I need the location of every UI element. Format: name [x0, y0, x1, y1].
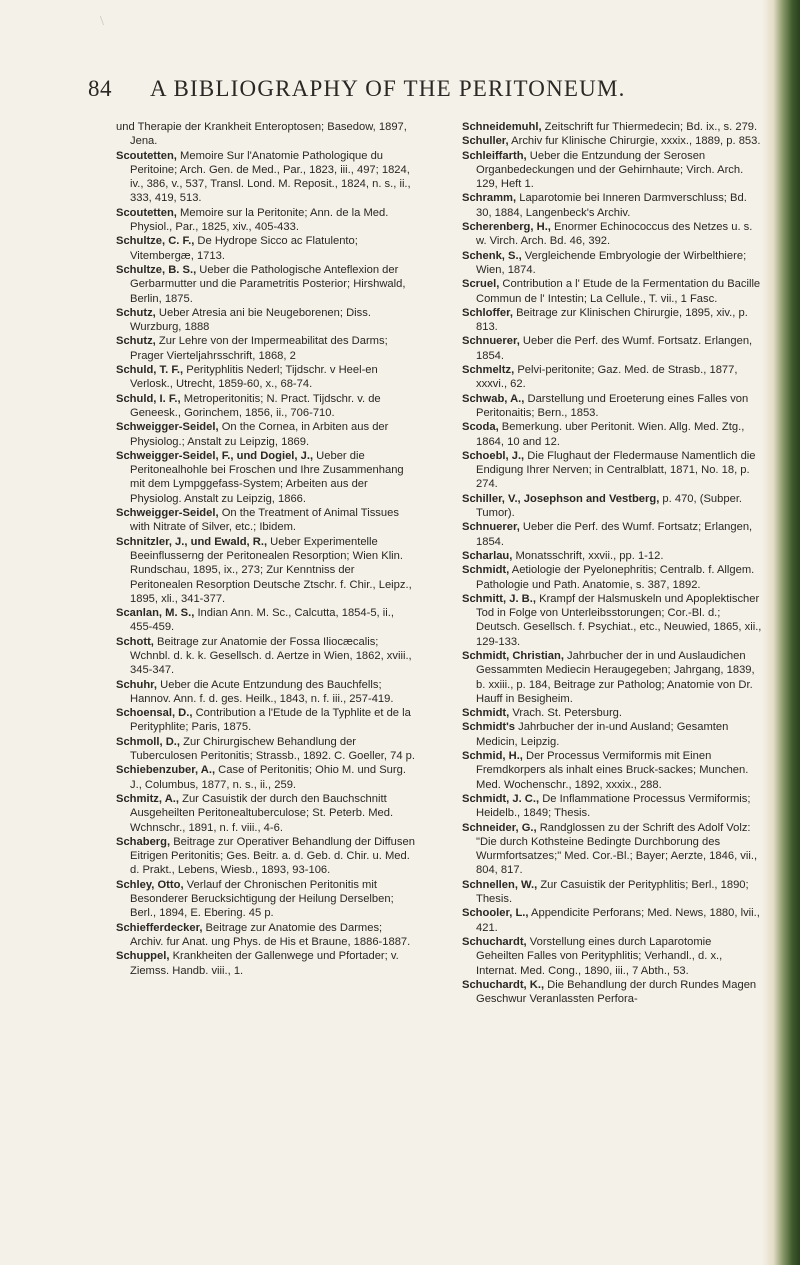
bibliography-entry: [116, 149, 416, 206]
entry-citation: Indian Ann. M. Sc., Calcutta, 1854-5, ii., 455-459.: [130, 607, 394, 634]
entry-citation: Verlauf der Chronischen Peritonitis mit Besonderer Berucksichtigung der Heilung Derselben; Berl., 1894, E. Ebering. 45 p.: [130, 878, 394, 920]
entry-author: Schmitz, A.,: [116, 792, 179, 805]
entry-author: Schweigger-Seidel,: [116, 421, 219, 434]
bibliography-entry: [116, 763, 416, 792]
bibliography-entry: [462, 649, 762, 706]
entry-citation: Vrach. St. Petersburg.: [509, 707, 623, 720]
entry-citation: Ueber die Acute Entzundung des Bauchfells; Hannov. Ann. f. d. ges. Heilk., 1843, n. f. iii., 257-419.: [130, 678, 394, 705]
bibliography-entry: [462, 549, 762, 563]
bibliography-entry: [462, 906, 762, 935]
entry-citation: Vergleichende Embryologie der Wirbelthiere; Wien, 1874.: [476, 249, 747, 276]
entry-citation: De Inflammatione Processus Vermiformis; Heidelb., 1849; Thesis.: [476, 792, 751, 820]
bibliography-entry: [462, 334, 762, 363]
pencil-mark: \: [100, 14, 104, 29]
entry-author: Schuchardt, K.,: [462, 978, 545, 991]
bibliography-entry: [462, 492, 762, 521]
entry-author: Scruel,: [462, 278, 500, 291]
entry-citation: De Hydrope Sicco ac Flatulento; Vitembergæ, 1713.: [130, 235, 358, 262]
entry-author: Schiller, V., Josephson and Vestberg,: [462, 492, 660, 505]
entry-author: Schnuerer,: [462, 335, 520, 348]
bibliography-entry: [462, 220, 762, 249]
bibliography-entry: [462, 449, 762, 492]
entry-citation: Die Flughaut der Fledermause Namentlich die Endigung Ihrer Nerven; in Centralblatt, 1871, No. 18, p. 274.: [476, 449, 756, 491]
bibliography-entry: [116, 334, 416, 363]
entry-author: Schnitzler, J., und Ewald, R.,: [116, 535, 268, 548]
entry-author: Schenk, S.,: [462, 249, 522, 262]
bibliography-entry: [462, 249, 762, 278]
entry-author: Schoensal, D.,: [116, 707, 193, 720]
bibliography-entry: [116, 835, 416, 878]
entry-citation: Zur Lehre von der Impermeabilitat des Darms; Prager Vierteljahrsschrift, 1868, 2: [130, 335, 388, 362]
entry-citation: Zur Casuistik der Perityphlitis; Berl., 1890; Thesis.: [476, 878, 749, 906]
entry-citation: Ueber die Perf. des Wumf. Fortsatz; Erlangen, 1854.: [476, 521, 753, 548]
entry-citation: Zur Chirurgischew Behandlung der Tuberculosen Peritonitis; Strassb., 1892. C. Goeller, 74 p.: [130, 735, 416, 763]
entry-citation: Ueber die Peritonealhohle bei Froschen und Ihre Zusammenhang mit dem Lympggefass-System; Arbeiten aus der Physiolog. Anstalt zu Leipzig, 1866.: [130, 449, 404, 505]
running-head: [88, 76, 738, 108]
entry-citation: Jahrbucher der in-und Ausland; Gesamten Medicin, Leipzig.: [476, 721, 729, 748]
entry-author: Schleiffarth,: [462, 149, 527, 162]
entry-author: Schmidt, Christian,: [462, 649, 564, 662]
bibliography-entry: [116, 506, 416, 535]
bibliography-entry: [462, 363, 762, 392]
bibliography-entry: [462, 821, 762, 878]
entry-author: Schuppel,: [116, 950, 170, 963]
entry-author: Schaberg,: [116, 835, 171, 848]
entry-citation: Case of Peritonitis; Ohio M. und Surg. J., Columbus, 1877, n. s., ii., 259.: [130, 764, 406, 791]
bibliography-entry: [462, 277, 762, 306]
entry-citation: Archiv fur Klinische Chirurgie, xxxix., 1889, p. 853.: [508, 135, 761, 148]
entry-author: Schott,: [116, 635, 154, 648]
entry-author: Schuhr,: [116, 678, 158, 691]
entry-citation: Beitrage zur Operativer Behandlung der Diffusen Eitrigen Peritonitis; Ges. Beitr. a. d. Geb. d. Chir. u. Med. d. Prakt., Lebens, Wiesb., 1893, 93-106.: [130, 835, 415, 877]
entry-author: Scharlau,: [462, 549, 513, 562]
entry-citation: Vorstellung eines durch Laparotomie Geheilten Falles von Perityphlitis; Verhandl., d. x., Internat. Med. Cong., 1890, iii., 7 Abth., 53.: [476, 935, 723, 977]
entry-author: Schoebl, J.,: [462, 449, 525, 462]
entry-citation: Appendicite Perforans; Med. News, 1880, lvii., 421.: [476, 907, 760, 934]
entry-author: Schiebenzuber, A.,: [116, 764, 216, 777]
page-title: A BIBLIOGRAPHY OF THE PERITONEUM.: [150, 76, 626, 101]
entry-author: Schweigger-Seidel, F., und Dogiel, J.,: [116, 449, 314, 462]
bibliography-entry: [462, 149, 762, 192]
entry-citation: Enormer Echinococcus des Netzes u. s. w. Virch. Arch. Bd. 46, 392.: [476, 221, 753, 248]
bibliography-entry: [462, 978, 762, 1007]
bibliography-entry: [116, 363, 416, 392]
bibliography-entry: [116, 735, 416, 764]
bibliography-entry: [462, 392, 762, 421]
entry-citation: Ueber Atresia ani bie Neugeborenen; Diss. Wurzburg, 1888: [130, 306, 371, 334]
entry-author: Schneidemuhl,: [462, 121, 542, 133]
left-column: [116, 120, 416, 978]
entry-author: Schmidt,: [462, 707, 510, 720]
bibliography-entry: [116, 535, 416, 606]
entry-author: Schmidt,: [462, 564, 510, 577]
bibliography-entry: [116, 706, 416, 735]
bibliography-entry: [116, 878, 416, 921]
entry-citation: Beitrage zur Klinischen Chirurgie, 1895, xiv., p. 813.: [476, 306, 748, 334]
bibliography-entry: [462, 706, 762, 720]
entry-author: Schweigger-Seidel,: [116, 507, 219, 520]
bibliography-entry: [116, 449, 416, 506]
entry-citation: Pelvi-peritonite; Gaz. Med. de Strasb., 1877, xxxvi., 62.: [476, 364, 738, 391]
entry-citation: Bemerkung. uber Peritonit. Wien. Allg. Med. Ztg., 1864, 10 and 12.: [476, 421, 745, 448]
right-column: [462, 120, 762, 1006]
entry-citation: Randglossen zu der Schrift des Adolf Volz: "Die durch Kothsteine Bedingte Durchborung des Wurmfortsatzes;" Med. Cor.-Bl.; Bayer; Aerzte, 1846, vii., 804, 817.: [476, 821, 758, 877]
bibliography-entry: [462, 120, 762, 134]
bibliography-entry: [116, 792, 416, 835]
entry-citation: Beitrage zur Anatomie der Fossa Iliocæcalis; Wchnbl. d. k. k. Gesellsch. d. Aertze in Wien, 1862, xviii., 345-347.: [130, 635, 412, 677]
entry-author: Schneider, G.,: [462, 821, 537, 834]
entry-author: Schmid, H.,: [462, 750, 523, 763]
bibliography-entry: [462, 191, 762, 220]
entry-citation: p. 470, (Subper. Tumor).: [476, 492, 743, 520]
bibliography-entry: [116, 606, 416, 635]
bibliography-entry: [462, 878, 762, 907]
bibliography-entry: [116, 949, 416, 978]
bibliography-entry: [462, 134, 762, 148]
bibliography-entry: [116, 420, 416, 449]
bibliography-entry: [116, 635, 416, 678]
entry-citation: Monatsschrift, xxvii., pp. 1-12.: [512, 549, 664, 562]
entry-author: Scoda,: [462, 421, 499, 434]
entry-author: Schmoll, D.,: [116, 735, 181, 748]
bibliography-entry: [462, 792, 762, 821]
entry-citation: Krampf der Halsmuskeln und Apoplektischer Tod in Folge von Unterleibsstorungen; Cor.-Bl. d.; Deutsch. Gesellsch. f. Psychiat., etc., Neuwied, 1865, xii., 129-133.: [476, 592, 762, 648]
entry-citation: Ueber die Perf. des Wumf. Fortsatz. Erlangen, 1854.: [476, 335, 753, 362]
bibliography-entry: [462, 306, 762, 335]
entry-author: Schuchardt,: [462, 935, 527, 948]
entry-author: Schiefferdecker,: [116, 921, 203, 934]
bibliography-entry: [116, 392, 416, 421]
entry-citation: Beitrage zur Anatomie des Darmes; Archiv. fur Anat. ung Phys. de His et Braune, 1886-1887.: [130, 921, 411, 948]
entry-citation: Zur Casuistik der durch den Bauchschnitt Ausgeheilten Peritonealtuberculose; St. Peterb. Med. Wchnschr., 1891, n. f. viii., 4-6.: [130, 792, 394, 834]
entry-citation: On the Treatment of Animal Tissues with Nitrate of Silver, etc.; Ibidem.: [130, 507, 399, 534]
entry-author: Schutz,: [116, 306, 156, 319]
entry-citation: Ueber die Entzundung der Serosen Organbedeckungen und der Gehirnhaute; Virch. Arch. 129, Heft 1.: [476, 149, 744, 191]
bibliography-entry: [462, 592, 762, 649]
entry-author: Schramm,: [462, 192, 517, 205]
bibliography-entry: [116, 306, 416, 335]
bibliography-entry: [462, 520, 762, 549]
entry-author: Schmeltz,: [462, 364, 515, 377]
entry-author: Schuller,: [462, 135, 509, 148]
bibliography-entry: [116, 234, 416, 263]
bibliography-entry: [116, 120, 416, 149]
entry-citation: Memoire sur la Peritonite; Ann. de la Med. Physiol., Par., 1825, xiv., 405-433.: [130, 206, 389, 234]
entry-citation: Jahrbucher der in und Auslaudichen Gessammten Mediecin Heraugegeben; Jahrgang, 1839, b. xxiii., p. 184, Beitrage zur Patholog; Anatomie von Dr. Hauff in Besigheim.: [476, 649, 755, 705]
bibliography-entry: [462, 935, 762, 978]
entry-author: Schwab, A.,: [462, 392, 525, 405]
entry-citation: Die Behandlung der durch Rundes Magen Geschwur Veranlassten Perfora-: [476, 978, 757, 1006]
entry-author: Schnellen, W.,: [462, 878, 538, 891]
entry-citation: Perityphlitis Nederl; Tijdschr. v Heel-en Verlosk., Utrecht, 1859-60, x., 68-74.: [130, 364, 378, 391]
bibliography-entry: [462, 749, 762, 792]
entry-citation: Contribution a l' Etude de la Fermentation du Bacille Commun de l' Intestin; La Cellule., T. vii., 1 Fasc.: [476, 278, 761, 305]
entry-author: Schooler, L.,: [462, 907, 529, 920]
entry-citation: und Therapie der Krankheit Enteroptosen; Basedow, 1897, Jena.: [116, 121, 407, 148]
entry-author: Schloffer,: [462, 306, 513, 319]
entry-author: Schmidt's: [462, 721, 516, 734]
bibliography-entry: [462, 563, 762, 592]
entry-citation: Contribution a l'Etude de la Typhlite et de la Perityphlite; Paris, 1875.: [130, 707, 411, 734]
entry-citation: Krankheiten der Gallenwege und Pfortader; v. Ziemss. Handb. viii., 1.: [130, 950, 399, 977]
bibliography-entry: [462, 720, 762, 749]
bibliography-entry: [116, 921, 416, 950]
entry-author: Scoutetten,: [116, 206, 177, 219]
entry-citation: Ueber Experimentelle Beeinflusserng der Peritonealen Resorption; Wien Klin. Rundschau, 1895, ix., 273; Zur Kenntniss der Peritonealen Resorption Deutsche Ztschr. f. Chir., Leipz., 1895, xli., 341-377.: [130, 535, 412, 605]
entry-citation: Metroperitonitis; N. Pract. Tijdschr. v. de Geneesk., Gorinchem, 1856, ii., 706-710.: [130, 392, 381, 419]
entry-citation: Der Processus Vermiformis mit Einen Fremdkorpers als inhalt eines Bruck-sackes; Munchen. Med. Wochenschr., 1892, xxxix., 288.: [476, 750, 749, 791]
page-edge-shadow: [762, 0, 800, 1265]
entry-author: Schultze, C. F.,: [116, 235, 195, 248]
page-number: 84: [88, 76, 112, 101]
entry-author: Schmidt, J. C.,: [462, 792, 540, 805]
entry-author: Schnuerer,: [462, 521, 520, 534]
entry-author: Scoutetten,: [116, 149, 177, 162]
bibliography-entry: [116, 678, 416, 707]
entry-author: Schutz,: [116, 335, 156, 348]
bibliography-entry: [462, 420, 762, 449]
entry-citation: Darstellung und Eroeterung eines Falles von Peritonaitis; Bern., 1853.: [476, 392, 749, 419]
entry-citation: Ueber die Pathologische Anteflexion der Gerbarmutter und die Parametritis Posterior; Hirshwald, Berlin, 1875.: [130, 263, 406, 305]
entry-author: Scanlan, M. S.,: [116, 607, 195, 620]
entry-citation: Zeitschrift fur Thiermedecin; Bd. ix., s. 279.: [541, 121, 758, 133]
entry-author: Schley, Otto,: [116, 878, 184, 891]
bibliography-entry: [116, 263, 416, 306]
bibliography-entry: [116, 206, 416, 235]
entry-author: Schuld, I. F.,: [116, 392, 181, 405]
entry-citation: Aetiologie der Pyelonephritis; Centralb. f. Allgem. Pathologie und Path. Anatomie, s. 387, 1892.: [476, 564, 755, 591]
entry-citation: Memoire Sur l'Anatomie Pathologique du Peritoine; Arch. Gen. de Med., Par., 1823, iii., 497; 1824, iv., 386, v., 537, Transl. Lond. M. Reposit., 1824, n. s., ii., 333, 419, 513.: [130, 149, 411, 205]
entry-author: Schuld, T. F.,: [116, 364, 184, 377]
entry-citation: Laparotomie bei Inneren Darmverschluss; Bd. 30, 1884, Langenbeck's Archiv.: [476, 192, 747, 219]
entry-author: Schultze, B. S.,: [116, 263, 197, 276]
entry-author: Schmitt, J. B.,: [462, 592, 536, 605]
entry-author: Scherenberg, H.,: [462, 221, 551, 234]
entry-citation: On the Cornea, in Arbiten aus der Physiolog.; Anstalt zu Leipzig, 1869.: [130, 421, 389, 448]
